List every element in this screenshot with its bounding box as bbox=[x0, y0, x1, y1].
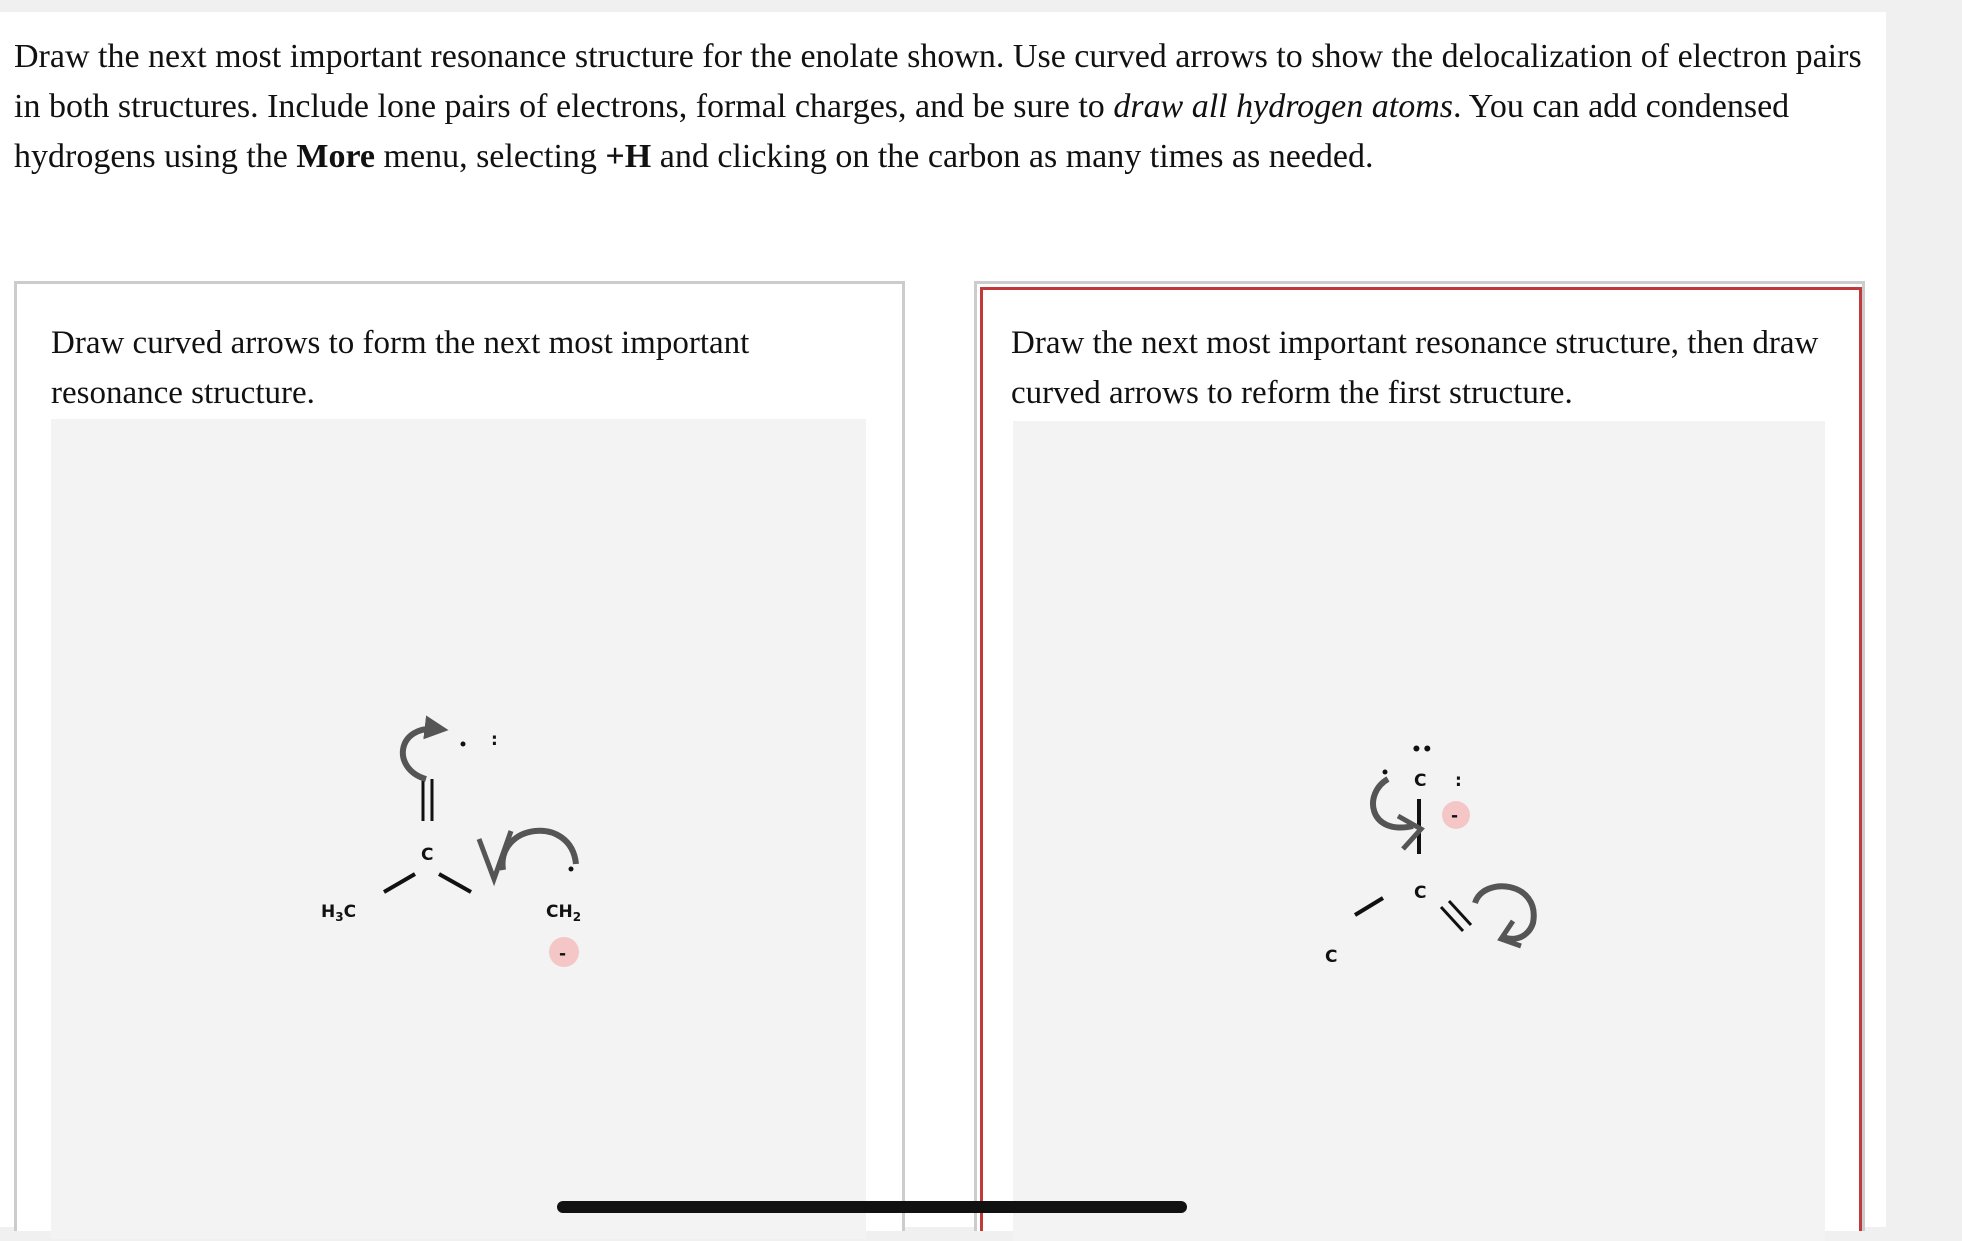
atom-oxygen-as-c[interactable]: C bbox=[1414, 771, 1427, 791]
question-bold-more: More bbox=[296, 138, 376, 175]
curved-arrow-lone-pair-to-bond[interactable] bbox=[503, 831, 576, 870]
question-text bbox=[14, 32, 1874, 182]
question-part-4: and clicking on the carbon as many times as needed. bbox=[651, 138, 1374, 175]
left-molecule-drawing bbox=[51, 419, 866, 1239]
ch2-lone-pair-dot bbox=[569, 867, 574, 872]
atom-enolate-carbon[interactable]: C bbox=[1414, 883, 1427, 903]
question-part-3: menu, selecting bbox=[375, 138, 606, 175]
scrollbar-track[interactable] bbox=[1886, 0, 1962, 1227]
question-part-1: Draw the next most important resonance structure for the enolate shown. Use curved arrows to show the delocalization of electron pairs in both structures. Include lone pairs of electrons, formal charges, and be sure to bbox=[14, 38, 1862, 125]
left-drawing-canvas[interactable] bbox=[51, 419, 866, 1239]
left-instruction: Draw curved arrows to form the next most important resonance structure. bbox=[51, 325, 750, 411]
right-panel bbox=[974, 281, 1865, 1231]
bond-carbonyl-ch2[interactable] bbox=[439, 874, 471, 892]
right-molecule-drawing bbox=[1013, 421, 1825, 1241]
oxygen-dot bbox=[461, 742, 466, 747]
home-indicator[interactable] bbox=[557, 1201, 1187, 1213]
right-instruction: Draw the next most important resonance structure, then draw curved arrows to reform the first structure. bbox=[1011, 325, 1819, 411]
atom-methyl-carbon[interactable]: C bbox=[1325, 947, 1338, 967]
bond-methyl-enolate[interactable] bbox=[1355, 898, 1383, 915]
right-drawing-canvas[interactable] bbox=[1013, 421, 1825, 1241]
right-lone-pair: : bbox=[1455, 771, 1462, 791]
question-part-2: . You can add condensed hydrogens using the bbox=[14, 88, 1790, 175]
curved-arrow-pi-to-oxygen[interactable] bbox=[403, 729, 439, 779]
oxygen-lone-pair: : bbox=[491, 730, 498, 750]
bond-methyl-carbonyl[interactable] bbox=[384, 874, 415, 892]
question-bold-plus-h: +H bbox=[605, 138, 652, 175]
question-italic: draw all hydrogen atoms bbox=[1113, 88, 1453, 125]
atom-h3c[interactable]: $H_3C$ bbox=[321, 902, 357, 924]
top-lone-pair: •• bbox=[1411, 740, 1433, 760]
atom-carbonyl-carbon[interactable]: C bbox=[421, 845, 434, 865]
negative-charge-label-right: - bbox=[1451, 806, 1459, 826]
curved-arrow-head-right-2 bbox=[1501, 921, 1521, 946]
left-lone-pair-dot bbox=[1383, 770, 1388, 775]
left-panel bbox=[14, 281, 905, 1231]
atom-ch2[interactable]: $CH_2$ bbox=[546, 902, 582, 924]
negative-charge-label: - bbox=[559, 944, 567, 964]
